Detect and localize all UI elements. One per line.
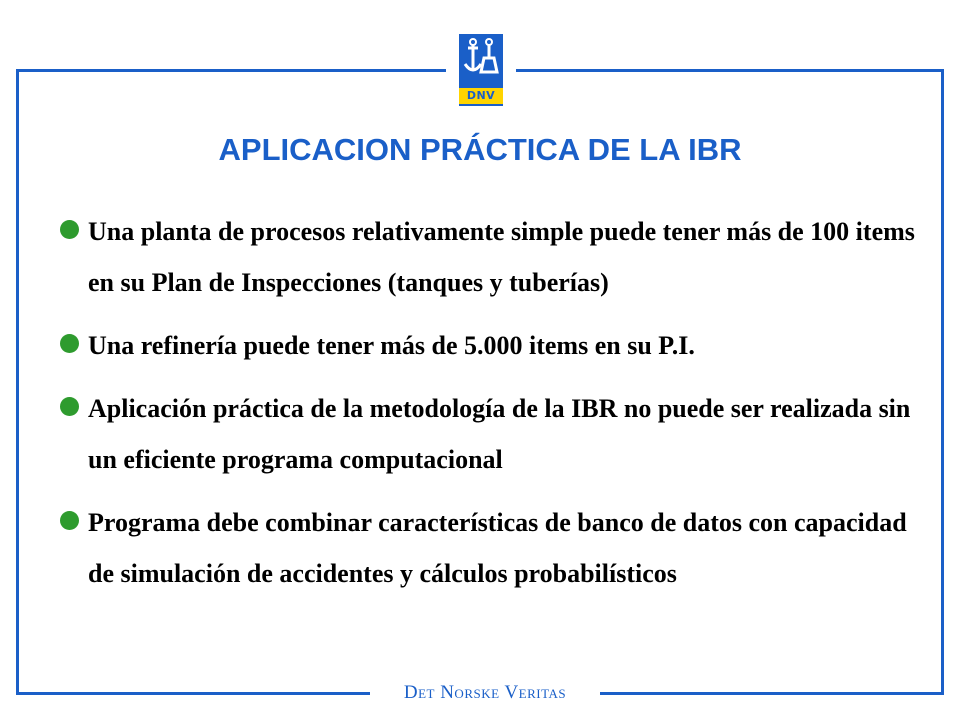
dnv-logo bbox=[446, 24, 516, 114]
list-item bbox=[60, 320, 920, 371]
list-item bbox=[60, 497, 920, 599]
bullet-text: Programa debe combinar características de banco de datos con capacidad de simulación de accidentes y cálculos probabilísticos bbox=[88, 508, 907, 588]
bullet-text: Aplicación práctica de la metodología de la IBR no puede ser realizada sin un eficiente programa computacional bbox=[88, 394, 911, 474]
footer-text: Det Norske Veritas bbox=[403, 682, 567, 703]
dnv-logo-emblem bbox=[459, 34, 503, 106]
bullet-dot-icon bbox=[60, 220, 79, 239]
anchor-icon bbox=[459, 34, 503, 86]
bullet-dot-icon bbox=[60, 511, 79, 530]
bullet-text: Una planta de procesos relativamente simple puede tener más de 100 items en su Plan de Inspecciones (tanques y tuberías) bbox=[88, 217, 915, 297]
bullet-list bbox=[60, 206, 920, 611]
bullet-dot-icon bbox=[60, 334, 79, 353]
dnv-logo-word: DNV bbox=[459, 88, 503, 104]
bullet-text: Una refinería puede tener más de 5.000 items en su P.I. bbox=[88, 331, 695, 360]
list-item bbox=[60, 206, 920, 308]
footer-company-name bbox=[370, 682, 600, 704]
list-item bbox=[60, 383, 920, 485]
bullet-dot-icon bbox=[60, 397, 79, 416]
slide-title: APLICACION PRÁCTICA DE LA IBR bbox=[218, 132, 742, 167]
